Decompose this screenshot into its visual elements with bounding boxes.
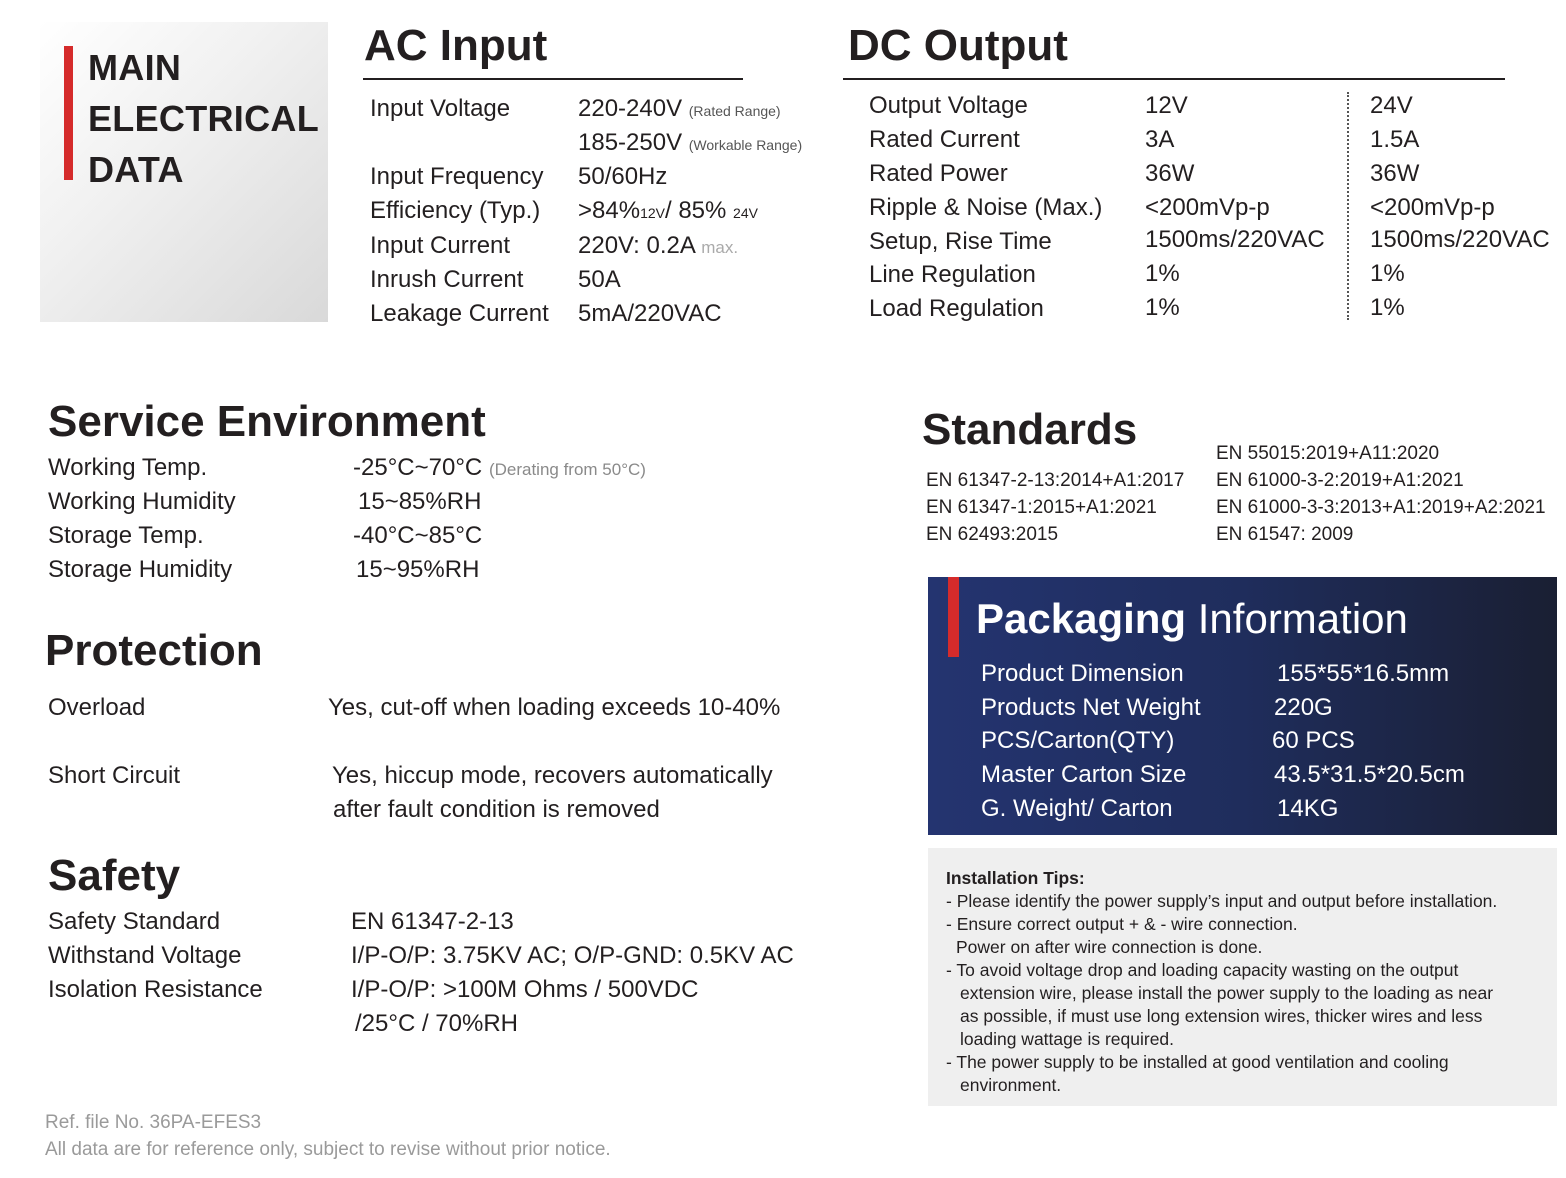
service-value-text: -25°C~70°C	[353, 454, 483, 481]
service-label: Storage Temp.	[48, 522, 204, 549]
ac-sub: 12V	[640, 205, 665, 221]
ac-label: Input Voltage	[370, 95, 511, 122]
dc-value-12v: 36W	[1145, 160, 1195, 187]
standard-item: EN 61000-3-2:2019+A1:2021	[1216, 470, 1464, 491]
main-title	[88, 42, 319, 195]
tips-line: - Please identify the power supply’s input and output before installation.	[946, 891, 1498, 911]
tips-line: as possible, if must use long extension wires, thicker wires and less	[960, 1006, 1483, 1026]
dc-column-divider	[1347, 92, 1349, 320]
dc-label: Line Regulation	[869, 261, 1036, 288]
tips-line: - To avoid voltage drop and loading capacity wasting on the output	[946, 960, 1459, 980]
ac-input-rule	[363, 78, 743, 80]
tips-line: - Ensure correct output + & - wire connection.	[946, 914, 1298, 934]
service-value: -40°C~85°C	[353, 522, 483, 549]
safety-heading: Safety	[48, 851, 181, 900]
packaging-label: Product Dimension	[981, 660, 1184, 687]
ac-label: Input Current	[370, 232, 511, 259]
ac-label: Inrush Current	[370, 266, 524, 293]
ac-sub: 24V	[733, 205, 758, 221]
dc-value-12v: 1%	[1145, 294, 1180, 321]
safety-value: I/P-O/P: 3.75KV AC; O/P-GND: 0.5KV AC	[351, 942, 794, 969]
dc-value-12v: 1500ms/220VAC	[1145, 226, 1325, 253]
ac-label: Efficiency (Typ.)	[370, 197, 541, 224]
dc-label: Rated Current	[869, 126, 1020, 153]
ac-value	[578, 231, 738, 263]
standard-item: EN 61347-1:2015+A1:2021	[926, 497, 1157, 518]
tips-line: environment.	[960, 1075, 1062, 1095]
packaging-title	[976, 595, 1408, 643]
standards-heading: Standards	[922, 405, 1138, 454]
ac-label: Input Frequency	[370, 163, 544, 190]
dc-value-12v: 3A	[1145, 126, 1175, 153]
service-value: 15~95%RH	[356, 556, 480, 583]
accent-bar	[64, 46, 73, 180]
safety-value: EN 61347-2-13	[351, 908, 514, 935]
main-electrical-data-box	[40, 22, 328, 322]
ac-label: Leakage Current	[370, 300, 549, 327]
dc-label: Output Voltage	[869, 92, 1028, 119]
disclaimer-notice: All data are for reference only, subject to revise without prior notice.	[45, 1139, 611, 1160]
ac-value: 50/60Hz	[578, 163, 668, 190]
ac-value	[578, 196, 758, 228]
standard-item: EN 55015:2019+A11:2020	[1216, 443, 1440, 464]
dc-value-24v: 1500ms/220VAC	[1370, 226, 1550, 253]
standard-item: EN 61347-2-13:2014+A1:2017	[926, 470, 1185, 491]
ac-value: 50A	[578, 266, 621, 293]
ac-value	[578, 128, 802, 160]
ac-note: (Workable Range)	[688, 137, 803, 153]
dc-value-12v: 1%	[1145, 260, 1180, 287]
ref-file-number: Ref. file No. 36PA-EFES3	[45, 1112, 262, 1133]
standard-item: EN 61547: 2009	[1216, 524, 1354, 545]
tips-line: Power on after wire connection is done.	[956, 937, 1263, 957]
safety-label: Isolation Resistance	[48, 976, 263, 1003]
packaging-label: Master Carton Size	[981, 761, 1187, 788]
dc-output-rule	[843, 78, 1505, 80]
tips-heading: Installation Tips:	[946, 868, 1085, 888]
dc-label: Ripple & Noise (Max.)	[869, 194, 1103, 221]
tips-line: loading wattage is required.	[960, 1029, 1175, 1049]
main-title-line: DATA	[88, 149, 184, 190]
ac-value-text: 220V: 0.2A	[578, 232, 695, 259]
packaging-value: 220G	[1274, 694, 1333, 721]
service-label: Storage Humidity	[48, 556, 233, 583]
packaging-label: Products Net Weight	[981, 694, 1201, 721]
safety-value: /25°C / 70%RH	[355, 1010, 518, 1037]
dc-value-24v: 24V	[1370, 92, 1413, 119]
standard-item: EN 62493:2015	[926, 524, 1059, 545]
service-note: (Derating from 50°C)	[488, 460, 646, 479]
dc-label: Rated Power	[869, 160, 1008, 187]
accent-bar	[948, 577, 959, 657]
dc-label: Load Regulation	[869, 295, 1044, 322]
service-heading: Service Environment	[48, 397, 486, 446]
dc-value-24v: 1.5A	[1370, 126, 1420, 153]
dc-value-24v: 1%	[1370, 260, 1405, 287]
dc-value-24v: 36W	[1370, 160, 1420, 187]
service-label: Working Temp.	[48, 454, 208, 481]
main-title-line: ELECTRICAL	[88, 98, 319, 139]
ac-value-text: 185-250V	[578, 129, 683, 156]
packaging-label: PCS/Carton(QTY)	[981, 727, 1175, 754]
packaging-value: 43.5*31.5*20.5cm	[1274, 761, 1465, 788]
dc-value-12v: 12V	[1145, 92, 1188, 119]
standard-item: EN 61000-3-3:2013+A1:2019+A2:2021	[1216, 497, 1546, 518]
main-title-line: MAIN	[88, 47, 182, 88]
safety-label: Withstand Voltage	[48, 942, 242, 969]
packaging-panel	[928, 577, 1557, 835]
ac-note: (Rated Range)	[688, 103, 781, 119]
protection-value: Yes, hiccup mode, recovers automatically	[332, 762, 773, 789]
tips-line: - The power supply to be installed at good ventilation and cooling	[946, 1052, 1449, 1072]
packaging-title-rest: Information	[1186, 595, 1408, 642]
packaging-value: 60 PCS	[1272, 727, 1355, 754]
ac-value-text: 220-240V	[578, 95, 683, 122]
packaging-title-bold: Packaging	[976, 595, 1187, 642]
dc-label: Setup, Rise Time	[869, 228, 1052, 255]
dc-value-24v: 1%	[1370, 294, 1405, 321]
service-value	[353, 453, 646, 485]
packaging-value: 14KG	[1277, 795, 1339, 822]
dc-value-12v: <200mVp-p	[1145, 194, 1270, 221]
protection-value: Yes, cut-off when loading exceeds 10-40%	[328, 694, 781, 721]
ac-value: 5mA/220VAC	[578, 300, 722, 327]
dc-output-heading: DC Output	[848, 21, 1068, 70]
installation-tips-box	[928, 848, 1557, 1106]
ac-value-text: / 85%	[664, 197, 727, 224]
ac-note: max.	[701, 238, 739, 257]
safety-label: Safety Standard	[48, 908, 221, 935]
dc-value-24v: <200mVp-p	[1370, 194, 1495, 221]
safety-value: I/P-O/P: >100M Ohms / 500VDC	[351, 976, 699, 1003]
protection-heading: Protection	[45, 626, 263, 675]
ac-value-text: >84%	[578, 197, 641, 224]
protection-value: after fault condition is removed	[333, 796, 660, 823]
protection-label: Short Circuit	[48, 762, 181, 789]
tips-line: extension wire, please install the power supply to the loading as near	[960, 983, 1494, 1003]
service-label: Working Humidity	[48, 488, 236, 515]
ac-input-heading: AC Input	[364, 21, 548, 70]
packaging-label: G. Weight/ Carton	[981, 795, 1173, 822]
protection-label: Overload	[48, 694, 146, 721]
service-value: 15~85%RH	[358, 488, 482, 515]
ac-value	[578, 94, 781, 126]
packaging-value: 155*55*16.5mm	[1277, 660, 1450, 687]
